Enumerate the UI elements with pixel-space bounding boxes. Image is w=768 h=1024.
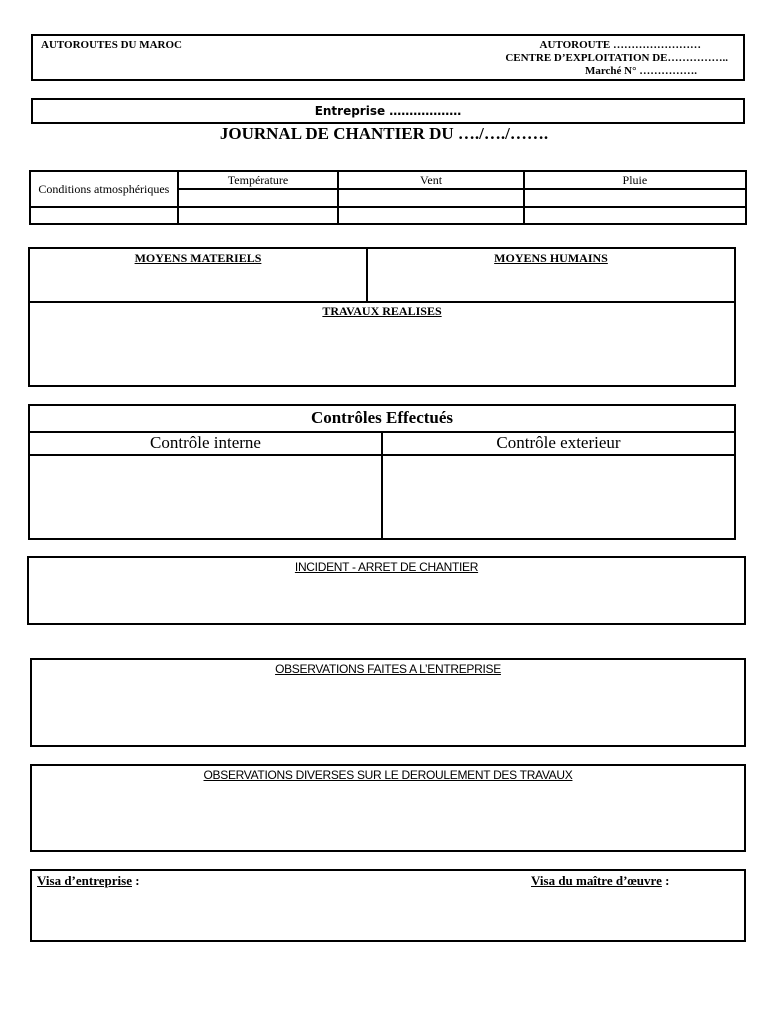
colon: :	[131, 873, 140, 888]
company-name: AUTOROUTES DU MAROC	[41, 39, 182, 51]
observations-entreprise-box	[30, 658, 746, 747]
autoroute-field: AUTOROUTE ……………………	[539, 39, 701, 51]
header-box	[31, 34, 745, 81]
vent-cell[interactable]	[338, 189, 523, 207]
colon: :	[661, 873, 670, 888]
empty-cell[interactable]	[338, 207, 523, 224]
moyens-humains-heading: MOYENS HUMAINS	[494, 251, 608, 265]
visa-maitre-label: Visa du maître d’œuvre	[531, 873, 662, 888]
temperature-header: Température	[178, 171, 339, 189]
page-title: JOURNAL DE CHANTIER DU …./…./…….	[219, 124, 549, 143]
entreprise-box	[31, 98, 745, 124]
weather-table	[29, 170, 747, 225]
empty-cell[interactable]	[524, 207, 746, 224]
moyens-materiels-heading: MOYENS MATERIELS	[134, 251, 262, 265]
visa-maitre	[531, 873, 669, 889]
header-info	[505, 39, 728, 78]
empty-cell[interactable]	[178, 207, 339, 224]
observations-diverses-heading: OBSERVATIONS DIVERSES SUR LE DEROULEMENT DES TRAVAUX	[203, 768, 573, 782]
incident-heading: INCIDENT - ARRET DE CHANTIER	[294, 560, 479, 574]
observations-entreprise-heading: OBSERVATIONS FAITES A L’ENTREPRISE	[275, 662, 501, 676]
divider	[30, 301, 734, 303]
controles-box	[28, 404, 736, 540]
controle-exterieur-heading: Contrôle exterieur	[496, 433, 621, 452]
controles-title: Contrôles Effectués	[310, 408, 454, 427]
pluie-cell[interactable]	[524, 189, 746, 207]
observations-diverses-box	[30, 764, 746, 852]
travaux-realises-heading: TRAVAUX REALISES	[322, 304, 442, 318]
visa-entreprise-label: Visa d’entreprise	[37, 873, 132, 888]
moyens-box	[28, 247, 736, 387]
empty-cell[interactable]	[30, 207, 178, 224]
incident-box	[27, 556, 746, 625]
entreprise-field: Entreprise ………………	[314, 104, 462, 118]
pluie-header: Pluie	[524, 171, 746, 189]
temperature-cell[interactable]	[178, 189, 339, 207]
controle-interne-heading: Contrôle interne	[150, 433, 261, 452]
marche-field: Marché N° …………….	[584, 65, 697, 77]
centre-field: CENTRE D’EXPLOITATION DE……………..	[505, 52, 728, 64]
vent-header: Vent	[338, 171, 523, 189]
visa-box	[30, 869, 746, 942]
conditions-label: Conditions atmosphériques	[30, 171, 178, 207]
visa-entreprise	[37, 873, 140, 889]
